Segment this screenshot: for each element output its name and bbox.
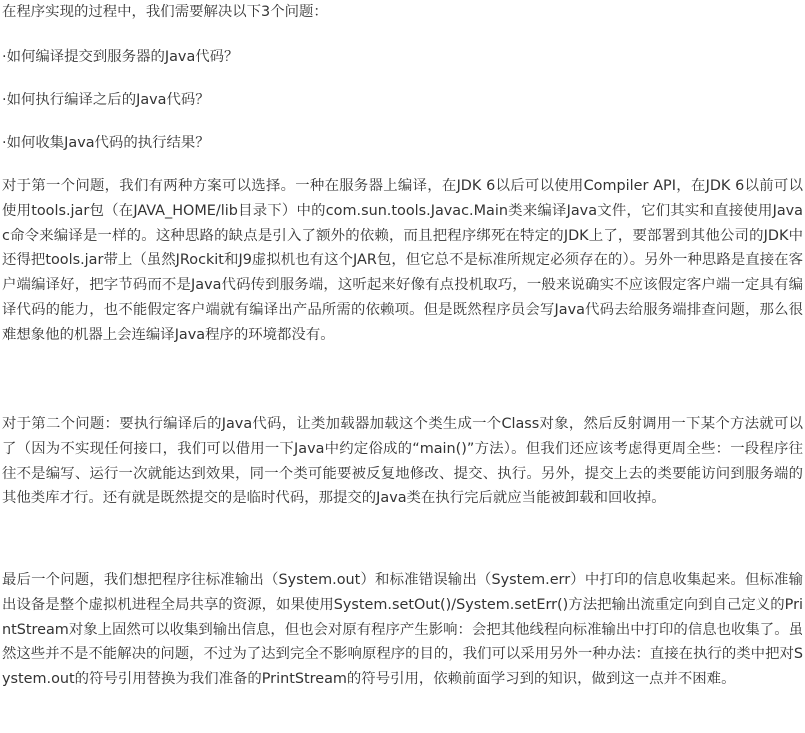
paragraph-compile: 对于第一个问题，我们有两种方案可以选择。一种在服务器上编译，在JDK 6以后可以使用Compiler API，在JDK 6以前可以使用tools.jar包（在JAVA_HOME/lib目录下）中的com.sun.tools.Javac.Main类来编译Java文件，它们其实和直接使用Javac命令来编译是一样的。这种思路的缺点是引入了额外的依赖，而且把程序绑死在特定的JDK上了，要部署到其他公司的JDK中还得把tools.jar带上（虽然JRockit和J9虚拟机也有这个JAR包，但它总不是标准所规定必须存在的）。另外一种思路是直接在客户端编译好，把字节码而不是Java代码传到服务端，这听起来好像有点投机取巧，一般来说确实不应该假定客户端一定具有编译代码的能力，也不能假定客户端就有编译出产品所需的依赖项。但是既然程序员会写Java代码去给服务端排查问题，那么很难想象他的机器上会连编译Java程序的环境都没有。	[2, 178, 803, 343]
paragraph-collect-output: 最后一个问题，我们想把程序往标准输出（System.out）和标准错误输出（System.err）中打印的信息收集起来。但标准输出设备是整个虚拟机进程全局共享的资源，如果使用System.setOut()/System.setErr()方法把输出流重定向到自己定义的PrintStream对象上固然可以收集到输出信息，但也会对原有程序产生影响：会把其他线程向标准输出中打印的信息也收集了。虽然这些并不是不能解决的问题，不过为了达到完全不影响原程序的目的，我们可以采用另外一种办法：直接在执行的类中把对System.out的符号引用替换为我们准备的PrintStream的符号引用，依赖前面学习到的知识，做到这一点并不困难。	[2, 572, 803, 688]
intro-text: 在程序实现的过程中，我们需要解决以下3个问题：	[2, 4, 328, 20]
question-3: ·如何收集Java代码的执行结果？	[2, 135, 210, 151]
question-2: ·如何执行编译之后的Java代码？	[2, 92, 210, 108]
paragraph-execute: 对于第二个问题：要执行编译后的Java代码，让类加载器加载这个类生成一个Class对象，然后反射调用一下某个方法就可以了（因为不实现任何接口，我们可以借用一下Java中约定俗成的“main()”方法）。但我们还应该考虑得更周全些：一段程序往往不是编写、运行一次就能达到效果，同一个类可能要被反复地修改、提交、执行。另外，提交上去的类要能访问到服务端的其他类库才行。还有就是既然提交的是临时代码，那提交的Java类在执行完后就应当能被卸载和回收掉。	[2, 416, 803, 507]
question-1: ·如何编译提交到服务器的Java代码？	[2, 49, 239, 65]
